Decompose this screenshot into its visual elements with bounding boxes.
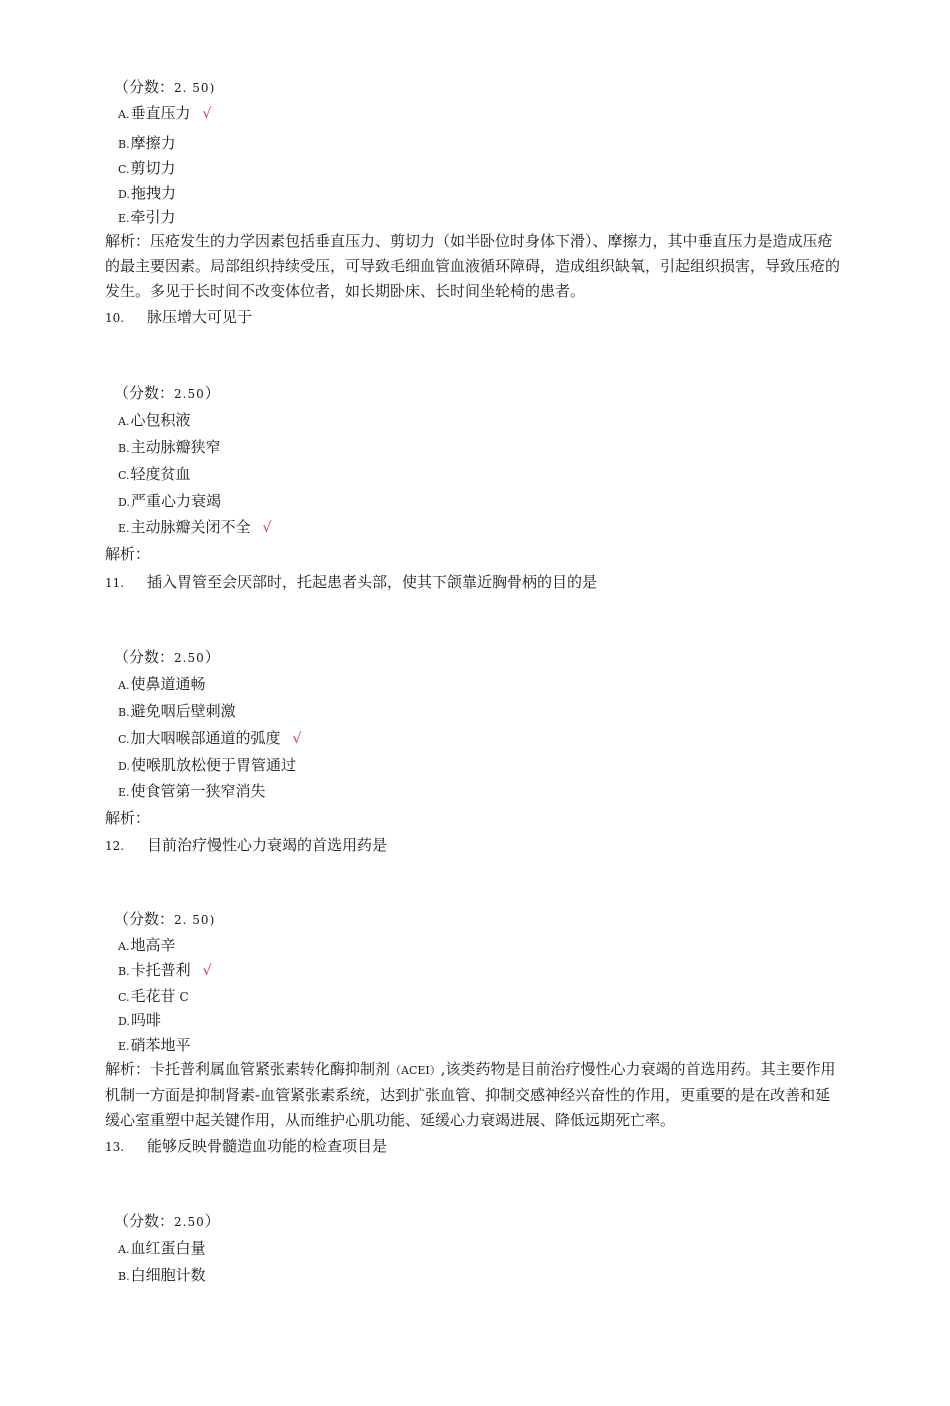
q10-option-a[interactable]: A.心包积液	[118, 411, 191, 429]
q9-option-d[interactable]: D.拖拽力	[118, 184, 176, 202]
q12-analysis: 解析：卡托普利属血管紧张素转化酶抑制剂（ACEI）,该类药物是目前治疗慢性心力衰竭的首选用药。其主要作用机制一方面是抑制肾素-血管紧张素系统，达到扩张血管、抑制交感神经兴奋性的作用，更重要的是在改善和延缓心室重塑中起关键作用，从而维护心肌功能、延缓心力衰竭进展、降低远期死亡率。	[105, 1060, 836, 1129]
q13-stem: 13. 能够反映骨髓造血功能的检查项目是	[105, 1137, 388, 1155]
q12-stem: 12. 目前治疗慢性心力衰竭的首选用药是	[105, 836, 388, 854]
q9-option-e[interactable]: E.牵引力	[118, 208, 176, 226]
q11-option-c[interactable]: C.加大咽喉部通道的弧度 √	[118, 729, 302, 747]
q12-option-a[interactable]: A.地高辛	[118, 936, 176, 954]
q9-option-b[interactable]: B.摩擦力	[118, 134, 176, 152]
q11-option-d[interactable]: D.使喉肌放松便于胃管通过	[118, 756, 296, 774]
q10-stem: 10. 脉压增大可见于	[105, 308, 253, 326]
q12-score: （分数：2. 50)	[114, 910, 216, 928]
q12-option-d[interactable]: D.吗啡	[118, 1011, 161, 1029]
q11-option-e[interactable]: E.使食管第一狭窄消失	[118, 782, 266, 800]
q10-score: （分数：2.50）	[114, 384, 220, 402]
q9-option-c[interactable]: C.剪切力	[118, 159, 176, 177]
q11-score: （分数：2.50）	[114, 648, 220, 666]
q9-score: （分数：2. 50)	[114, 78, 216, 96]
q10-option-e[interactable]: E.主动脉瓣关闭不全 √	[118, 518, 272, 536]
correct-check-icon: √	[292, 731, 302, 747]
q10-option-d[interactable]: D.严重心力衰竭	[118, 492, 221, 510]
q11-analysis: 解析：	[105, 809, 151, 827]
q12-option-e[interactable]: E.硝苯地平	[118, 1036, 191, 1054]
q10-analysis: 解析：	[105, 545, 151, 563]
correct-check-icon: √	[262, 520, 272, 536]
q11-option-a[interactable]: A.使鼻道通畅	[118, 675, 206, 693]
q13-score: （分数：2.50）	[114, 1212, 220, 1230]
correct-check-icon: √	[202, 963, 212, 979]
q10-option-b[interactable]: B.主动脉瓣狭窄	[118, 438, 221, 456]
q12-option-c[interactable]: C.毛花苷 C	[118, 987, 189, 1005]
q9-option-a[interactable]: A.垂直压力 √	[118, 104, 212, 122]
q12-option-b[interactable]: B.卡托普利 √	[118, 961, 212, 979]
q11-stem: 11. 插入胃管至会厌部时，托起患者头部，使其下颌靠近胸骨柄的目的是	[105, 573, 598, 591]
correct-check-icon: √	[202, 106, 212, 122]
q13-option-a[interactable]: A.血红蛋白量	[118, 1239, 206, 1257]
q11-option-b[interactable]: B.避免咽后壁刺激	[118, 702, 236, 720]
q13-option-b[interactable]: B.白细胞计数	[118, 1266, 206, 1284]
q10-option-c[interactable]: C.轻度贫血	[118, 465, 191, 483]
q9-analysis: 解析：压疮发生的力学因素包括垂直压力、剪切力（如半卧位时身体下滑）、摩擦力，其中垂直压力是造成压疮的最主要因素。局部组织持续受压，可导致毛细血管血液循环障碍，造成组织缺氧，引起组织损害，导致压疮的发生。多见于长时间不改变体位者，如长期卧床、长时间坐轮椅的患者。	[105, 232, 841, 300]
